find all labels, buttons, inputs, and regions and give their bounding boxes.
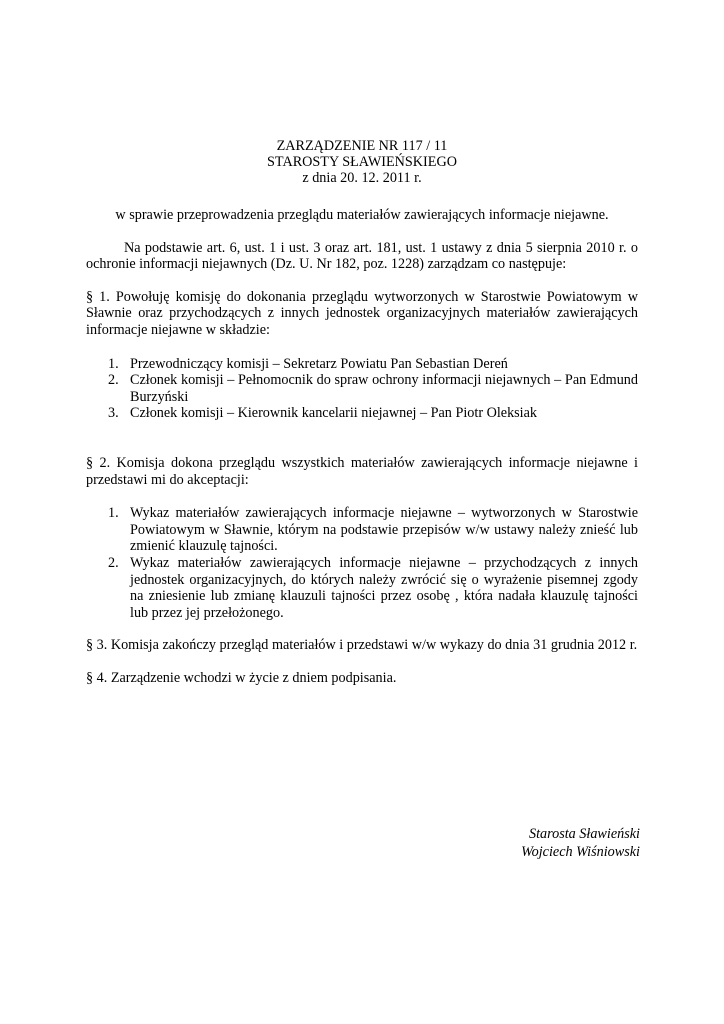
list-number: 2.: [108, 372, 119, 389]
list-number: 3.: [108, 405, 119, 422]
list-item: [86, 405, 638, 422]
list-text: Członek komisji – Kierownik kancelarii niejawnej – Pan Piotr Oleksiak: [130, 405, 538, 422]
list-number: 2.: [108, 554, 119, 571]
list-text: Wykaz materiałów zawierających informacje niejawne – przychodzących z innych jednostek organizacyjnych, do których należy zwrócić się o wyrażenie pisemnej zgody na zniesienie lub zmianę klauzuli tajności przez osobę , która nadała klauzulę tajności lub przez jej przełożonego.: [130, 554, 638, 621]
list-item: [86, 505, 638, 555]
list-item: [86, 555, 638, 621]
ordinance-number: ZARZĄDZENIE NR 117 / 11: [276, 138, 448, 154]
signature-block: [460, 825, 640, 861]
signatory-name: Wojciech Wiśniowski: [521, 844, 640, 860]
list-text: Członek komisji – Pełnomocnik do spraw ochrony informacji niejawnych – Pan Edmund Burzyński: [130, 372, 638, 405]
list-text: Wykaz materiałów zawierających informacje niejawne – wytworzonych w Starostwie Powiatowym w Sławnie, którym na podstawie przepisów w/w ustawy należy znieść lub zmienić klauzulę tajności.: [130, 505, 638, 555]
committee-list: [86, 356, 638, 422]
document-header: [86, 138, 638, 186]
section-2: § 2. Komisja dokona przeglądu wszystkich materiałów zawierających informacje niejawne i przedstawi mi do akceptacji:: [86, 454, 638, 488]
issuer: STAROSTY SŁAWIEŃSKIEGO: [267, 154, 457, 170]
section-1: § 1. Powołuję komisję do dokonania przeglądu wytworzonych w Starostwie Powiatowym w Sławnie oraz przychodzących z innych jednostek organizacyjnych materiałów zawierających informacje niejawne w składzie:: [86, 288, 638, 338]
signatory-title: Starosta Sławieński: [528, 826, 640, 842]
list-item: [86, 372, 638, 405]
issue-date: z dnia 20. 12. 2011 r.: [302, 170, 422, 186]
list-number: 1.: [108, 505, 119, 522]
document-body: [86, 138, 638, 686]
document-subject: w sprawie przeprowadzenia przeglądu materiałów zawierających informacje niejawne.: [115, 207, 609, 223]
list-item: [86, 356, 638, 373]
section-4: § 4. Zarządzenie wchodzi w życie z dniem podpisania.: [86, 669, 397, 686]
review-list: [86, 505, 638, 621]
legal-basis: Na podstawie art. 6, ust. 1 i ust. 3 oraz art. 181, ust. 1 ustawy z dnia 5 sierpnia 2010 r. o ochronie informacji niejawnych (Dz. U. Nr 182, poz. 1228) zarządzam co następuje:: [86, 239, 638, 273]
section-3: § 3. Komisja zakończy przegląd materiałów i przedstawi w/w wykazy do dnia 31 grudnia 2012 r.: [86, 637, 638, 654]
list-number: 1.: [108, 355, 119, 372]
list-text: Przewodniczący komisji – Sekretarz Powiatu Pan Sebastian Dereń: [130, 355, 508, 372]
